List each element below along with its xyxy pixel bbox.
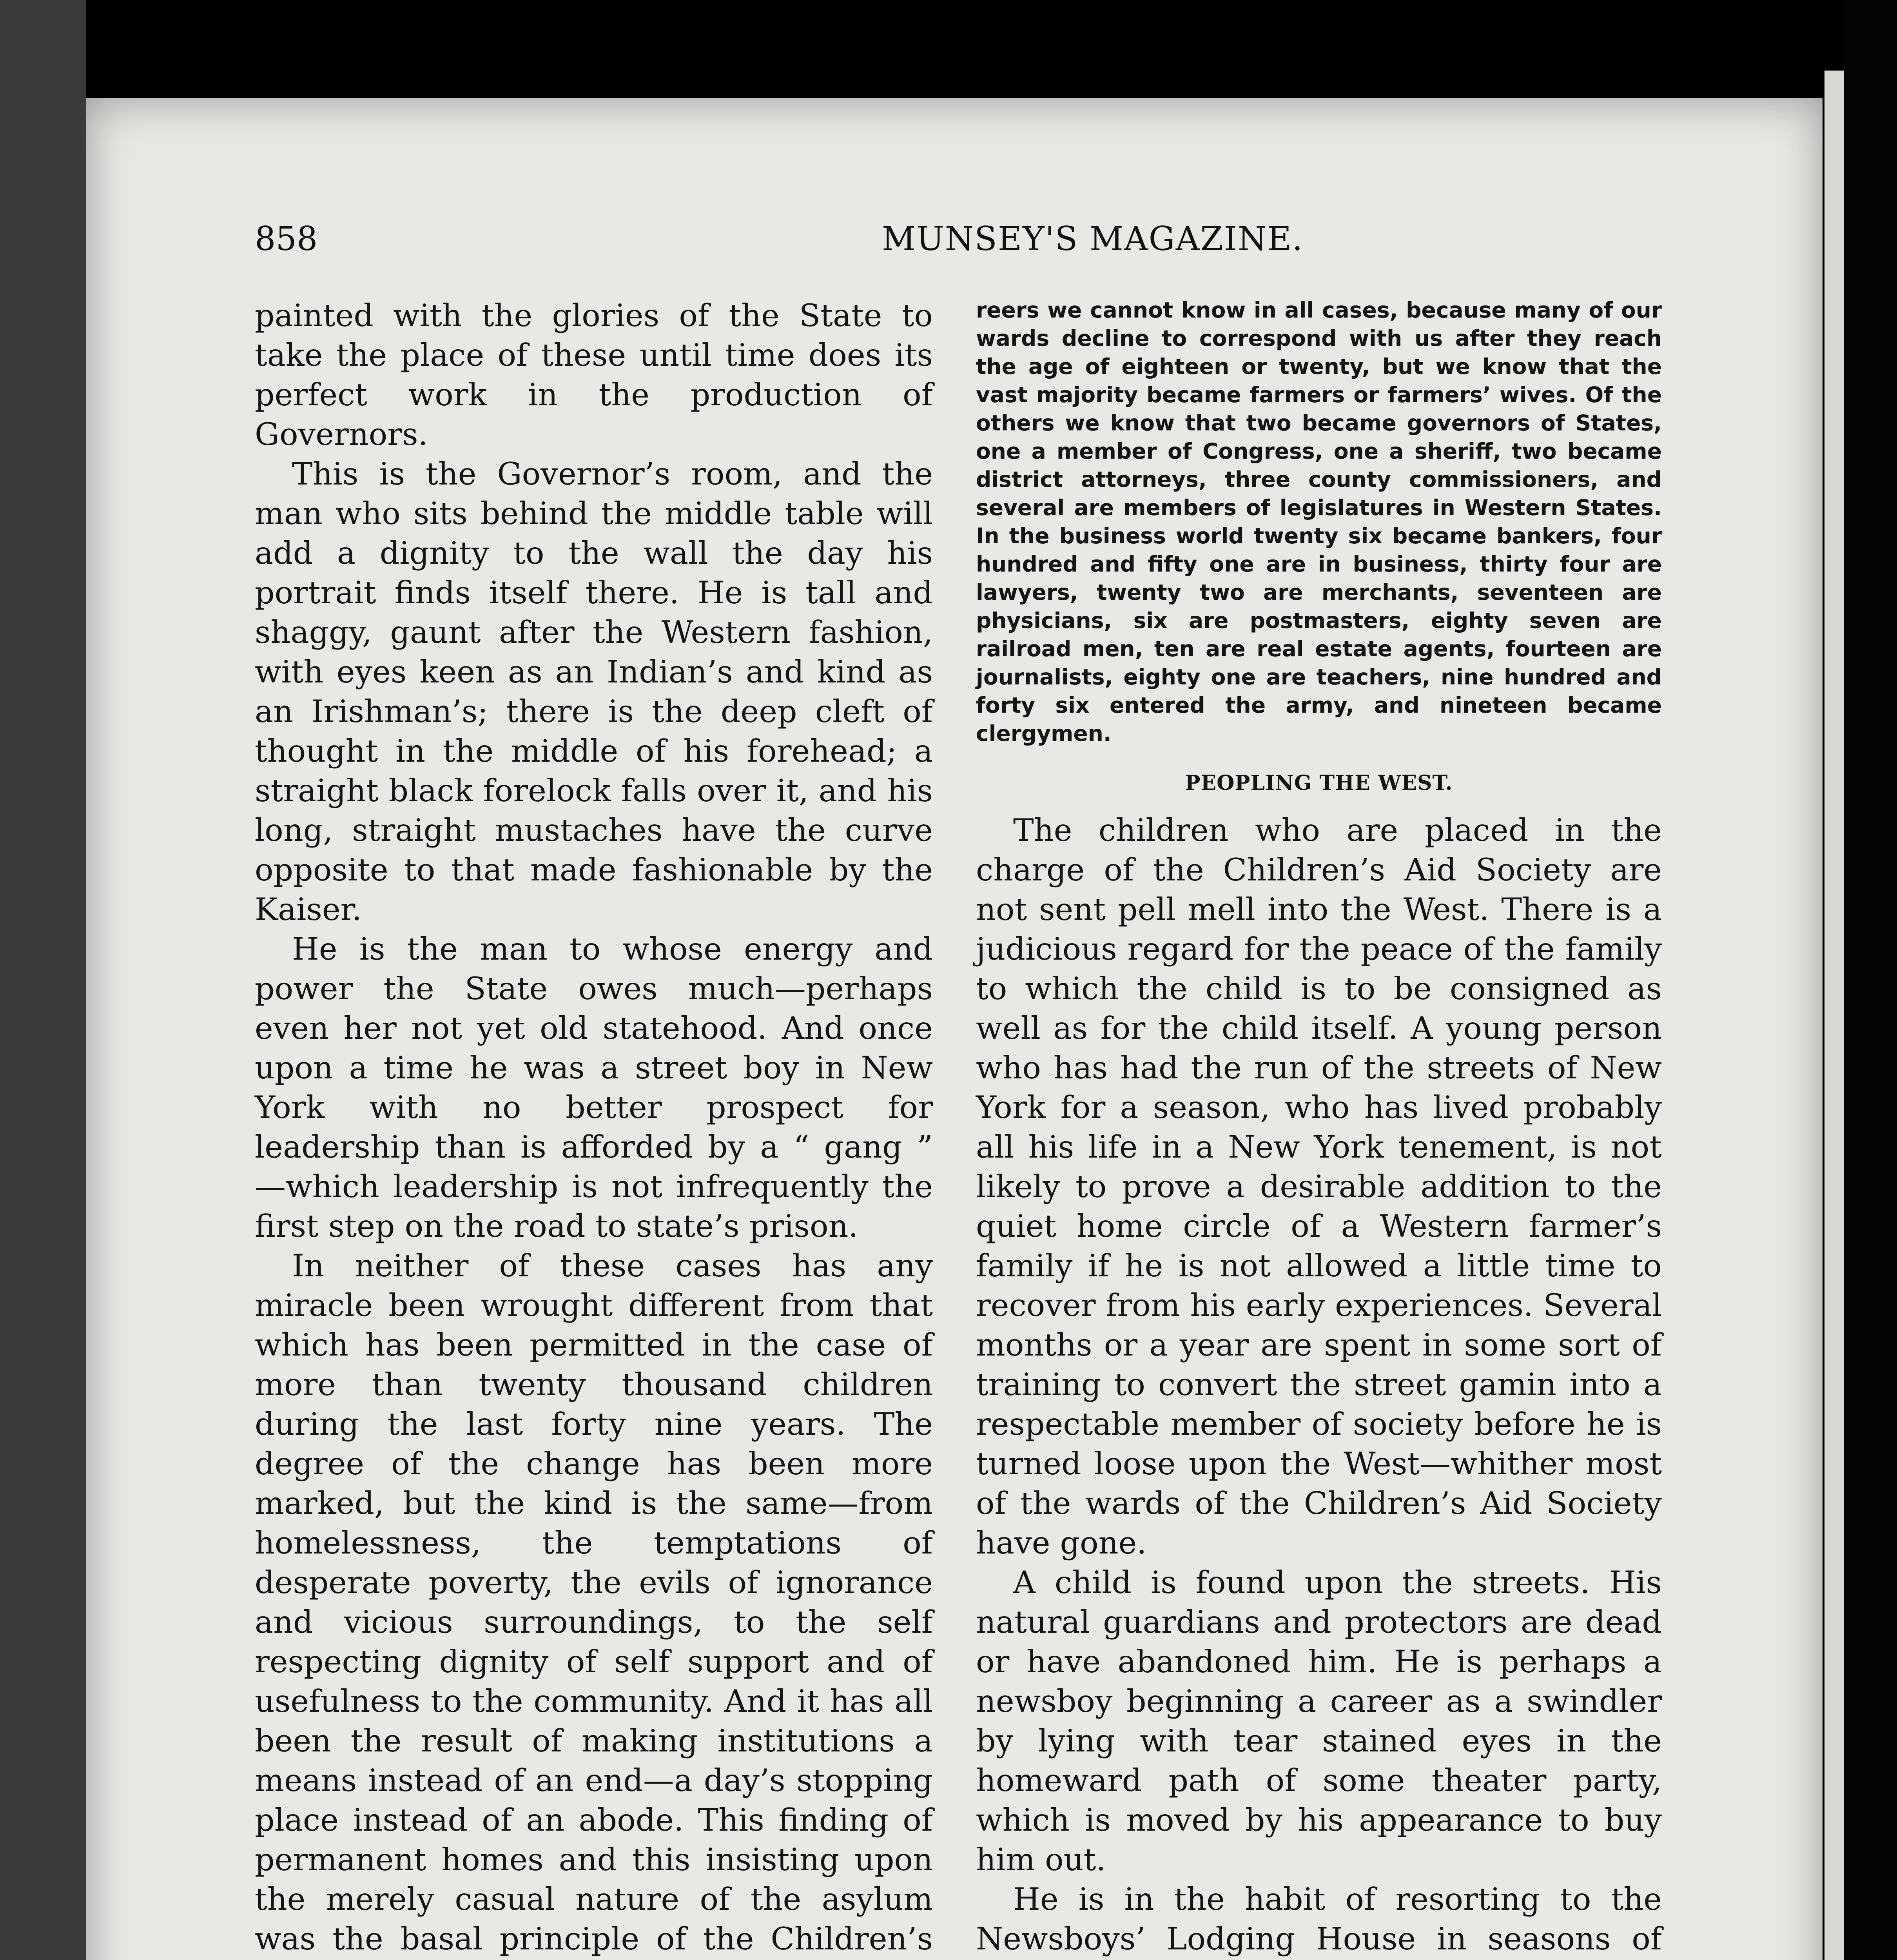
right-column bbox=[976, 296, 1662, 1960]
paragraph: In neither of these cases has any miracle been wrought different from that which has been permitted in the case of more than twenty thousand children during the last forty nine years. The degree of the change has been more marked, but the kind is the same—from homelessness, the temptations of desperate poverty, the evils of ignorance and vicious surroundings, to the self respecting dignity of self support and of usefulness to the community. And it has all been the result of making institutions a means instead of an end—a day’s stopping place instead of an abode. This finding of permanent homes and this insisting upon the merely casual nature of the asylum was the basal principle of the Children’s bbox=[255, 1248, 933, 1957]
paragraph: A child is found upon the streets. His natural guardians and protectors are dead or have abandoned him. He is perhaps a newsboy beginning a career as a swindler by lying with tear stained eyes in the homeward path of some theater party, which is moved by his appearance to buy him out. bbox=[976, 1564, 1662, 1878]
adjacent-page-edge bbox=[1824, 71, 1844, 1960]
magazine-title: MUNSEY'S MAGAZINE. bbox=[882, 220, 1304, 258]
paragraph: He is the man to whose energy and power the State owes much—perhaps even her not yet old statehood. And once upon a time he was a street boy in New York with no better prospect for leadership than is afforded by a “ gang ” —which leadership is not infrequently the first step on the road to state’s prison. bbox=[255, 931, 933, 1244]
page-number: 858 bbox=[255, 220, 318, 258]
paragraph: The children who are placed in the charge of the Children’s Aid Society are not sent pell mell into the West. There is a judicious regard for the peace of the family to which the child is to be consigned as well as for the child itself. A young person who has had the run of the streets of New York for a season, who has lived probably all his life in a New York tenement, is not likely to prove a desirable addition to the quiet home circle of a Western farmer’s family if he is not allowed a little time to recover from his early experiences. Several months or a year are spent in some sort of training to convert the street gamin into a respectable member of society before he is turned loose upon the West—whither most of the wards of the Children’s Aid Society have gone. bbox=[976, 812, 1662, 1561]
paragraph: painted with the glories of the State to take the place of these until time does its perfect work in the production of Governors. bbox=[255, 298, 933, 452]
quoted-report-continued: reers we cannot know in all cases, because many of our wards decline to correspond with us after they reach the age of eighteen or twenty, but we know that the vast majority became farmers or farmers’ wives. Of the others we know that two became governors of States, one a member of Congress, one a sheriff, two became district attorneys, three county commissioners, and several are members of legislatures in Western States. In the business world twenty six became bankers, four hundred and fifty one are in business, thirty four are lawyers, twenty two are merchants, seventeen are physicians, six are postmasters, eighty seven are railroad men, ten are real estate agents, fourteen are journalists, eighty one are teachers, nine hundred and forty six entered the army, and nineteen became clergymen. bbox=[976, 298, 1662, 746]
scan-border-right bbox=[1844, 0, 1897, 1960]
paragraph: This is the Governor’s room, and the man who sits behind the middle table will add a dignity to the wall the day his portrait finds itself there. He is tall and shaggy, gaunt after the Western fashion, with eyes keen as an Indian’s and kind as an Irishman’s; there is the deep cleft of thought in the middle of his forehead; a straight black forelock falls over it, and his long, straight mustaches have the curve opposite to that made fashionable by the Kaiser. bbox=[255, 456, 933, 927]
section-heading: PEOPLING THE WEST. bbox=[1185, 771, 1453, 795]
paragraph: He is in the habit of resorting to the Newsboys’ Lodging House in seasons of bbox=[976, 1881, 1662, 1957]
scan-border-left bbox=[0, 0, 86, 1960]
left-column bbox=[255, 296, 933, 1960]
running-head bbox=[255, 220, 1685, 274]
